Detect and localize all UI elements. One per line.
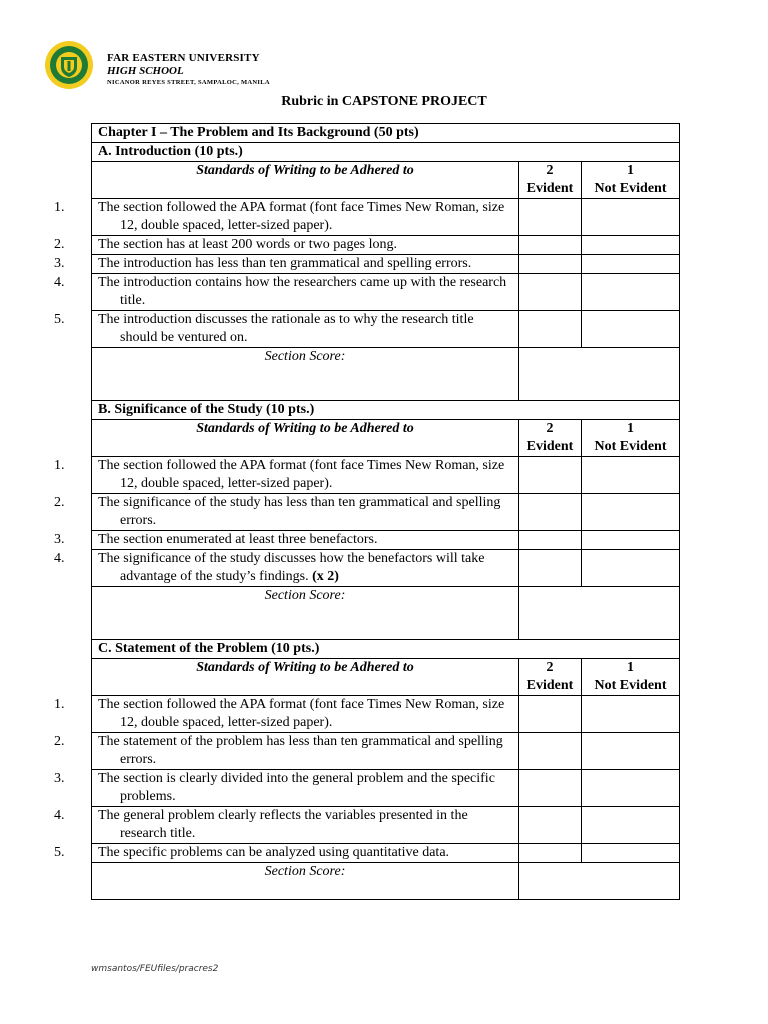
criterion-row xyxy=(92,770,680,807)
criterion-item xyxy=(54,531,512,549)
section-heading-row xyxy=(92,401,680,420)
section-heading-row xyxy=(92,143,680,162)
criterion-number: 5. xyxy=(54,845,65,860)
evident-header xyxy=(519,420,582,457)
evident-cell[interactable] xyxy=(519,255,582,274)
criterion-item xyxy=(54,733,512,769)
column-header-row xyxy=(92,659,680,696)
evident-cell[interactable] xyxy=(519,311,582,348)
criterion-row xyxy=(92,696,680,733)
criterion-item xyxy=(54,236,512,254)
criterion-number: 5. xyxy=(54,312,65,327)
criterion-number: 4. xyxy=(54,551,65,566)
evident-cell[interactable] xyxy=(519,696,582,733)
criterion-text: The statement of the problem has less than ten grammatical and spelling errors. xyxy=(98,734,503,767)
evident-label: Evident xyxy=(526,181,574,196)
not-evident-header xyxy=(582,420,680,457)
criterion-row xyxy=(92,531,680,550)
not-evident-score: 1 xyxy=(627,163,635,178)
not-evident-cell[interactable] xyxy=(582,807,680,844)
section-heading-row xyxy=(92,640,680,659)
not-evident-cell[interactable] xyxy=(582,311,680,348)
section-score-label: Section Score: xyxy=(92,863,519,900)
criterion-item xyxy=(54,550,512,586)
not-evident-cell[interactable] xyxy=(582,770,680,807)
section-heading: C. Statement of the Problem (10 pts.) xyxy=(92,640,680,659)
criterion-item xyxy=(54,274,512,310)
standards-header: Standards of Writing to be Adhered to xyxy=(92,420,519,457)
criterion-text: The significance of the study discusses how the benefactors will take advantage of the study’s findings. xyxy=(98,551,485,584)
criterion-item xyxy=(54,311,512,347)
criterion-text: The section followed the APA format (font face Times New Roman, size 12, double spaced, letter-sized paper). xyxy=(98,458,505,491)
criterion-text: The introduction discusses the rationale as to why the research title should be ventured on. xyxy=(98,312,474,345)
criterion-text-cell xyxy=(54,807,519,844)
not-evident-header xyxy=(582,659,680,696)
criterion-text-cell xyxy=(54,236,519,255)
not-evident-cell[interactable] xyxy=(582,844,680,863)
criterion-text-cell xyxy=(54,311,519,348)
evident-cell[interactable] xyxy=(519,236,582,255)
criterion-number: 2. xyxy=(54,237,65,252)
criterion-item xyxy=(54,696,512,732)
school-name: HIGH SCHOOL xyxy=(107,65,184,77)
not-evident-label: Not Evident xyxy=(594,181,667,196)
evident-cell[interactable] xyxy=(519,531,582,550)
not-evident-label: Not Evident xyxy=(594,439,667,454)
document-title: Rubric in CAPSTONE PROJECT xyxy=(281,94,487,109)
criterion-text-cell xyxy=(54,844,519,863)
criterion-item xyxy=(54,844,512,862)
criterion-text: The section followed the APA format (font face Times New Roman, size 12, double spaced, letter-sized paper). xyxy=(98,697,505,730)
criterion-item xyxy=(54,494,512,530)
criterion-number: 3. xyxy=(54,771,65,786)
evident-cell[interactable] xyxy=(519,770,582,807)
criterion-item xyxy=(54,770,512,806)
not-evident-cell[interactable] xyxy=(582,550,680,587)
criterion-text-cell xyxy=(54,696,519,733)
criterion-number: 4. xyxy=(54,808,65,823)
standards-header: Standards of Writing to be Adhered to xyxy=(92,162,519,199)
not-evident-cell[interactable] xyxy=(582,494,680,531)
criterion-text-cell xyxy=(54,531,519,550)
criterion-number: 2. xyxy=(54,495,65,510)
criterion-text-cell xyxy=(54,199,519,236)
criterion-item xyxy=(54,199,512,235)
criterion-item xyxy=(54,457,512,493)
criterion-row xyxy=(92,274,680,311)
criterion-text-cell xyxy=(54,770,519,807)
criterion-number: 1. xyxy=(54,200,65,215)
criterion-row xyxy=(92,199,680,236)
school-address: NICANOR REYES STREET, SAMPALOC, MANILA xyxy=(107,79,270,86)
section-heading: B. Significance of the Study (10 pts.) xyxy=(92,401,680,420)
criterion-text-cell xyxy=(54,733,519,770)
criterion-text: The section is clearly divided into the general problem and the specific problems. xyxy=(98,771,495,804)
criterion-number: 1. xyxy=(54,458,65,473)
not-evident-cell[interactable] xyxy=(582,236,680,255)
criterion-text-cell xyxy=(54,494,519,531)
evident-cell[interactable] xyxy=(519,274,582,311)
criterion-row xyxy=(92,457,680,494)
criterion-row xyxy=(92,494,680,531)
criterion-multiplier: (x 2) xyxy=(308,569,339,584)
criterion-number: 3. xyxy=(54,532,65,547)
criterion-number: 1. xyxy=(54,697,65,712)
criterion-row xyxy=(92,733,680,770)
evident-cell[interactable] xyxy=(519,199,582,236)
section-score-row xyxy=(92,587,680,640)
chapter-row xyxy=(92,124,680,143)
criterion-text: The specific problems can be analyzed using quantitative data. xyxy=(98,845,450,860)
criterion-text-cell xyxy=(54,274,519,311)
criterion-item xyxy=(54,255,512,273)
criterion-text: The section has at least 200 words or two pages long. xyxy=(98,237,397,252)
column-header-row xyxy=(92,162,680,199)
feu-seal-icon xyxy=(44,40,94,90)
criterion-row xyxy=(92,807,680,844)
evident-cell[interactable] xyxy=(519,844,582,863)
evident-cell[interactable] xyxy=(519,807,582,844)
evident-score: 2 xyxy=(546,163,554,178)
criterion-row xyxy=(92,311,680,348)
section-score-row xyxy=(92,863,680,900)
section-score-value[interactable] xyxy=(519,348,680,401)
criterion-item xyxy=(54,807,512,843)
criterion-number: 2. xyxy=(54,734,65,749)
not-evident-cell[interactable] xyxy=(582,457,680,494)
criterion-text: The introduction contains how the researchers came up with the research title. xyxy=(98,275,507,308)
criterion-text: The significance of the study has less than ten grammatical and spelling errors. xyxy=(98,495,501,528)
evident-score: 2 xyxy=(546,660,554,675)
not-evident-score: 1 xyxy=(627,660,635,675)
section-score-row xyxy=(92,348,680,401)
evident-header xyxy=(519,659,582,696)
evident-score: 2 xyxy=(546,421,554,436)
evident-label: Evident xyxy=(526,439,574,454)
evident-cell[interactable] xyxy=(519,457,582,494)
not-evident-header xyxy=(582,162,680,199)
evident-header xyxy=(519,162,582,199)
not-evident-cell[interactable] xyxy=(582,255,680,274)
not-evident-cell[interactable] xyxy=(582,531,680,550)
criterion-text-cell xyxy=(54,255,519,274)
criterion-text: The section enumerated at least three benefactors. xyxy=(98,532,378,547)
criterion-number: 4. xyxy=(54,275,65,290)
not-evident-label: Not Evident xyxy=(594,678,667,693)
section-score-label: Section Score: xyxy=(92,587,519,640)
criterion-text-cell xyxy=(54,550,519,587)
criterion-number: 3. xyxy=(54,256,65,271)
evident-cell[interactable] xyxy=(519,733,582,770)
section-score-label: Section Score: xyxy=(92,348,519,401)
criterion-row xyxy=(92,236,680,255)
evident-label: Evident xyxy=(526,678,574,693)
letterhead xyxy=(44,40,684,92)
criterion-row xyxy=(92,550,680,587)
criterion-row xyxy=(92,255,680,274)
not-evident-cell[interactable] xyxy=(582,199,680,236)
section-score-value[interactable] xyxy=(519,863,680,900)
not-evident-cell[interactable] xyxy=(582,274,680,311)
evident-cell[interactable] xyxy=(519,494,582,531)
evident-cell[interactable] xyxy=(519,550,582,587)
university-name: FAR EASTERN UNIVERSITY xyxy=(107,52,260,64)
not-evident-cell[interactable] xyxy=(582,696,680,733)
criterion-text: The introduction has less than ten grammatical and spelling errors. xyxy=(98,256,472,271)
not-evident-score: 1 xyxy=(627,421,635,436)
not-evident-cell[interactable] xyxy=(582,733,680,770)
section-score-value[interactable] xyxy=(519,587,680,640)
footer-path: wmsantos/FEUfiles/pracres2 xyxy=(91,964,219,974)
criterion-text-cell xyxy=(54,457,519,494)
column-header-row xyxy=(92,420,680,457)
criterion-row xyxy=(92,844,680,863)
standards-header: Standards of Writing to be Adhered to xyxy=(92,659,519,696)
rubric-table xyxy=(54,123,680,900)
section-heading: A. Introduction (10 pts.) xyxy=(92,143,680,162)
chapter-title: Chapter I – The Problem and Its Background (50 pts) xyxy=(92,124,680,143)
criterion-text: The section followed the APA format (font face Times New Roman, size 12, double spaced, letter-sized paper). xyxy=(98,200,505,233)
criterion-text: The general problem clearly reflects the variables presented in the research title. xyxy=(98,808,468,841)
